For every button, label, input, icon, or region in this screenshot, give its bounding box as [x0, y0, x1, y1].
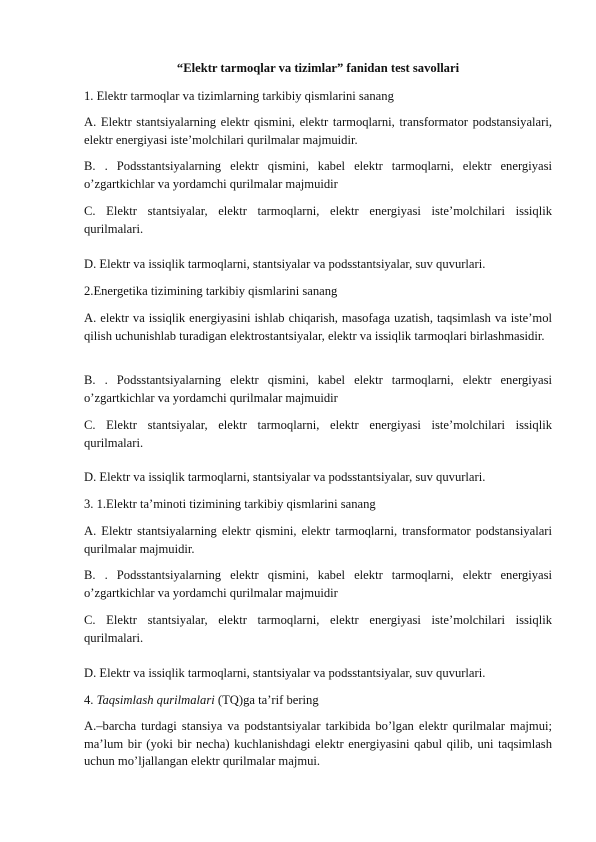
q1-option-b: B. . Podsstantsiyalarning elektr qismini, kabel elektr tarmoqlarni, elektr energiyasi o’zgartkichlar va yordamchi qurilmalar majmuidir [84, 159, 552, 191]
question-3: 3. 1.Elektr ta’minoti tizimining tarkibiy qismlarini sanang [84, 497, 376, 511]
q3-option-b: B. . Podsstantsiyalarning elektr qismini, kabel elektr tarmoqlarni, elektr energiyasi o’zgartkichlar va yordamchi qurilmalar majmuidir [84, 568, 552, 600]
q1-option-d: D. Elektr va issiqlik tarmoqlarni, stantsiyalar va podsstantsiyalar, suv quvurlari. [84, 257, 486, 271]
q2-option-d: D. Elektr va issiqlik tarmoqlarni, stantsiyalar va podsstantsiyalar, suv quvurlari. [84, 470, 486, 484]
q2-option-c: C. Elektr stantsiyalar, elektr tarmoqlarni, elektr energiyasi iste’molchilari issiqlik qurilmalari. [84, 418, 552, 450]
document-title: “Elektr tarmoqlar va tizimlar” fanidan test savollari [176, 61, 460, 75]
q2-option-b: B. . Podsstantsiyalarning elektr qismini, kabel elektr tarmoqlarni, elektr energiyasi o’zgartkichlar va yordamchi qurilmalar majmuidir [84, 373, 552, 405]
q4-prefix: 4. [84, 693, 97, 707]
q4-option-a: A.–barcha turdagi stansiya va podstantsiyalar tarkibida bo’lgan elektr qurilmalar majmui; ma’lum bir (yoki bir necha) kuchlanishdagi elektr energiyasini qabul qilib, uni taqsimlash uchun mo’ljallangan elektr qurilmalar majmui. [84, 719, 552, 768]
question-2: 2.Energetika tizimining tarkibiy qismlarini sanang [84, 284, 338, 298]
q2-option-a: A. elektr va issiqlik energiyasini ishlab chiqarish, masofaga uzatish, taqsimlash va iste’mol qilish uchunishlab turadigan elektrostantsiyalar, elektr va issiqlik tarmoqlari birlashmasidir. [84, 311, 552, 343]
question-1: 1. Elektr tarmoqlar va tizimlarning tarkibiy qismlarini sanang [84, 89, 394, 103]
q1-option-a: A. Elektr stantsiyalarning elektr qismini, elektr tarmoqlarni, transformator podstansiyalari, elektr energiyasi iste’molchilari qurilmalar majmuidir. [84, 115, 552, 147]
question-4 [84, 692, 552, 710]
q4-term: Taqsimlash qurilmalari [96, 693, 215, 707]
q1-option-c: C. Elektr stantsiyalar, elektr tarmoqlarni, elektr energiyasi iste’molchilari issiqlik qurilmalari. [84, 204, 552, 236]
q3-option-d: D. Elektr va issiqlik tarmoqlarni, stantsiyalar va podsstantsiyalar, suv quvurlari. [84, 666, 486, 680]
q4-suffix: (TQ)ga ta’rif bering [214, 693, 319, 707]
q3-option-a: A. Elektr stantsiyalarning elektr qismini, elektr tarmoqlarni, transformator podstansiyalari qurilmalar majmuidir. [84, 524, 552, 556]
q3-option-c: C. Elektr stantsiyalar, elektr tarmoqlarni, elektr energiyasi iste’molchilari issiqlik qurilmalari. [84, 613, 552, 645]
